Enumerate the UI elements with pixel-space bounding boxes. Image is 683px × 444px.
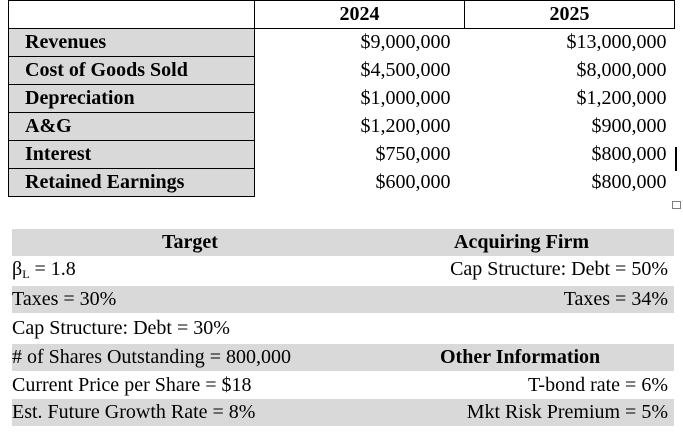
target-shares: # of Shares Outstanding = 800,000 — [12, 346, 292, 368]
row-label-cogs: Cost of Goods Sold — [9, 57, 255, 85]
value-2025: $8,000,000 — [576, 59, 667, 81]
target-taxes: Taxes = 30% — [12, 288, 117, 310]
value-2024: $9,000,000 — [360, 31, 451, 54]
value-2025: $900,000 — [591, 115, 667, 137]
year-header-row — [9, 1, 675, 29]
target-price: Current Price per Share = $18 — [12, 374, 252, 396]
value-2024: $1,000,000 — [360, 87, 451, 109]
value-2025: $800,000 — [591, 143, 667, 165]
table-row — [9, 29, 675, 57]
value-2024: $4,500,000 — [360, 59, 451, 81]
info-row — [12, 256, 674, 283]
value-2025: $13,000,000 — [566, 31, 667, 54]
text-cursor — [675, 147, 677, 171]
year-2025-header: 2025 — [465, 1, 675, 29]
value-2025: $1,200,000 — [576, 87, 667, 109]
row-label-interest: Interest — [9, 141, 255, 169]
info-row — [12, 315, 674, 342]
value-2024: $1,200,000 — [360, 115, 451, 137]
table-row — [9, 85, 675, 113]
row-label-revenues: Revenues — [9, 29, 255, 57]
value-2024: $600,000 — [375, 171, 451, 193]
row-label-retained-earnings: Retained Earnings — [9, 169, 255, 197]
tbond-rate: T-bond rate = 6% — [528, 374, 668, 396]
target-heading: Target — [162, 231, 218, 253]
info-row — [12, 372, 674, 399]
target-growth: Est. Future Growth Rate = 8% — [12, 401, 256, 423]
table-row — [9, 57, 675, 85]
market-risk-premium: Mkt Risk Premium = 5% — [466, 401, 668, 423]
year-2024-header: 2024 — [255, 1, 465, 29]
other-info-heading: Other Information — [440, 346, 601, 368]
row-label-depreciation: Depreciation — [9, 85, 255, 113]
acquirer-heading: Acquiring Firm — [454, 231, 589, 253]
info-row — [12, 286, 674, 313]
financials-table — [8, 0, 675, 197]
acquirer-taxes: Taxes = 34% — [563, 288, 668, 310]
table-row — [9, 113, 675, 141]
header-blank-cell — [9, 1, 255, 29]
table-row — [9, 141, 675, 169]
info-heading-row — [12, 229, 674, 256]
acquirer-cap-structure: Cap Structure: Debt = 50% — [450, 258, 668, 280]
target-cap-structure: Cap Structure: Debt = 30% — [12, 317, 230, 339]
info-row — [12, 399, 674, 426]
info-row — [12, 344, 674, 371]
row-label-ag: A&G — [9, 113, 255, 141]
target-beta: $\beta_L = 1.8$ — [12, 258, 76, 281]
value-2024: $750,000 — [375, 143, 451, 165]
resize-handle[interactable] — [672, 201, 681, 209]
table-row — [9, 169, 675, 197]
value-2025: $800,000 — [591, 171, 667, 193]
